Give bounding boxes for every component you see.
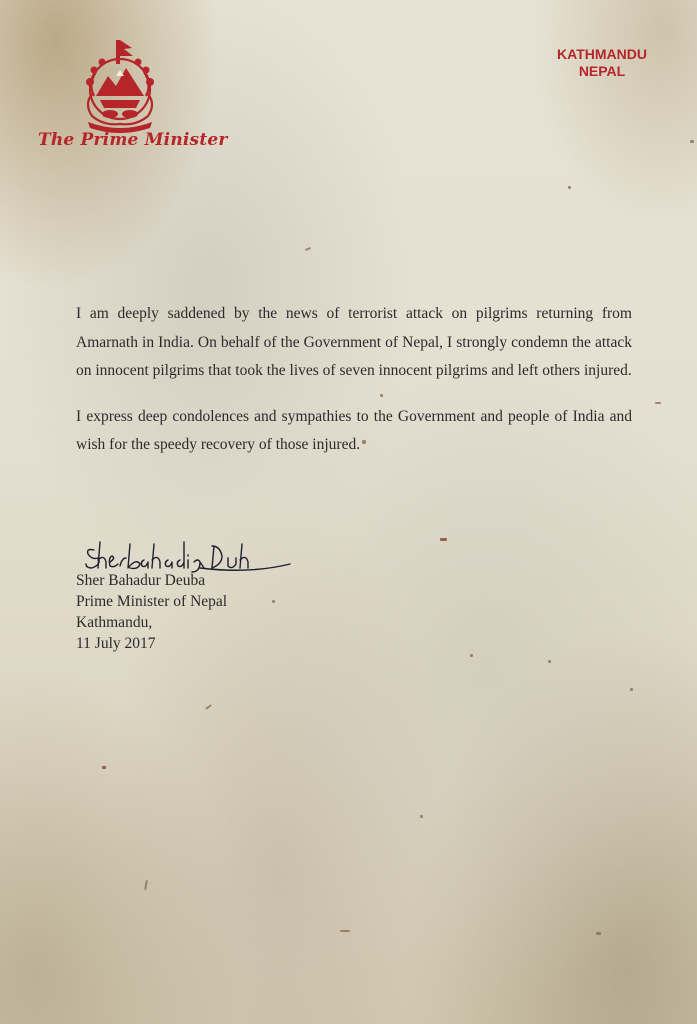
paper-fleck [340, 930, 350, 932]
paper-fleck [630, 688, 633, 691]
location-country: NEPAL [578, 63, 626, 79]
paper-fleck [596, 932, 601, 935]
signatory-place: Kathmandu, [76, 614, 153, 631]
paper-fleck [548, 660, 551, 663]
location-city: KATHMANDU [557, 46, 647, 62]
signatory-block [76, 570, 227, 654]
paper-fleck [144, 880, 148, 890]
paper-fleck [305, 247, 311, 251]
letter-body [76, 300, 632, 477]
nepal-emblem-icon [70, 34, 170, 134]
signatory-title: Prime Minister of Nepal [76, 593, 228, 610]
paper-fleck [440, 538, 447, 541]
paper-fleck [568, 186, 571, 189]
office-name: The Prime Minister [38, 130, 228, 150]
paper-fleck [205, 704, 212, 710]
paper-fleck [690, 140, 694, 143]
paper-fleck [420, 815, 423, 818]
paper-fleck [655, 402, 661, 404]
paper-fleck [102, 766, 106, 769]
location-block [557, 46, 647, 80]
signature [80, 538, 300, 574]
letter-date: 11 July 2017 [76, 635, 156, 652]
letter-paragraph: I am deeply saddened by the news of terrorist attack on pilgrims returning from Amarnath in India. On behalf of the Government of Nepal, I strongly condemn the attack on innocent pilgrims that took the lives of seven innocent pilgrims and left others injured. [76, 305, 632, 379]
letter-paragraph: I express deep condolences and sympathies to the Government and people of India and wish for the speedy recovery of those injured. [76, 407, 632, 453]
paper-fleck [272, 600, 275, 603]
paper-fleck [470, 654, 473, 657]
signatory-name: Sher Bahadur Deuba [76, 572, 206, 589]
